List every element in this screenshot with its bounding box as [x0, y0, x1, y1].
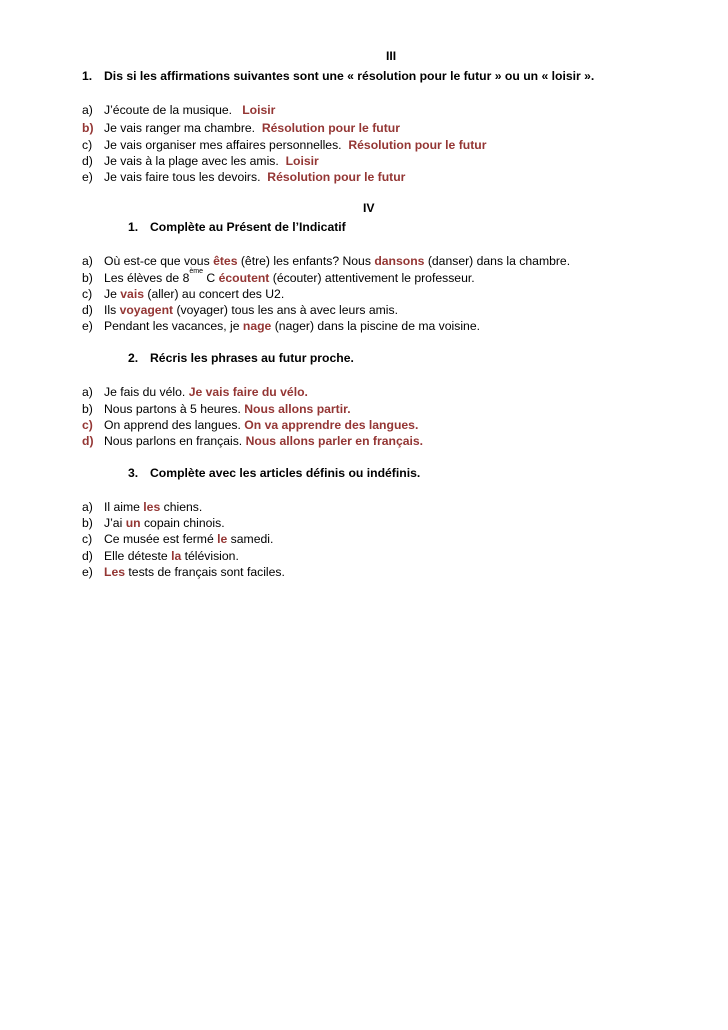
item-label: d) [82, 303, 93, 317]
question-1 [82, 68, 594, 84]
item-answer: les [143, 500, 161, 514]
list-item [82, 499, 202, 515]
item-text: Où est-ce que vous [104, 254, 214, 268]
list-item [82, 102, 275, 118]
item-text: Nous parlons en français. [104, 434, 243, 448]
item-text: Nous partons à 5 heures. [104, 402, 241, 416]
item-answer: On va apprendre des langues. [244, 418, 419, 432]
exercise-title-text: Complète avec les articles définis ou indéfinis. [150, 466, 421, 480]
item-answer: Résolution pour le futur [348, 138, 487, 152]
item-label: b) [82, 516, 93, 530]
item-text: Elle déteste [104, 549, 172, 563]
item-text: Ils [104, 303, 120, 317]
item-text: Je fais du vélo. [104, 385, 186, 399]
item-label: b) [82, 271, 93, 285]
list-item [82, 270, 475, 286]
item-label: d) [82, 154, 93, 168]
item-answer: Résolution pour le futur [267, 170, 406, 184]
item-text: On apprend des langues. [104, 418, 241, 432]
item-label: d) [82, 434, 94, 448]
exercise-number: 2. [128, 351, 139, 365]
item-answer: Les [104, 565, 126, 579]
item-text: Je vais à la plage avec les amis. [104, 154, 279, 168]
exercise-title-text: Complète au Présent de l’Indicatif [150, 220, 346, 234]
item-text: Pendant les vacances, je [104, 319, 243, 333]
item-text: (aller) au concert des U2. [144, 287, 285, 301]
item-answer: le [217, 532, 228, 546]
item-text: C [203, 271, 219, 285]
list-item [82, 302, 398, 318]
question-number: 1. [82, 69, 93, 83]
item-label: a) [82, 500, 93, 514]
item-text: J’écoute de la musique. [104, 103, 233, 117]
superscript: ème [189, 268, 203, 275]
section-heading-iv: IV [363, 201, 375, 215]
exercise-number: 1. [128, 220, 139, 234]
item-text: Je [104, 287, 121, 301]
item-answer: dansons [374, 254, 425, 268]
item-answer: Loisir [285, 154, 319, 168]
item-answer: êtes [213, 254, 238, 268]
question-text: Dis si les affirmations suivantes sont une « résolution pour le futur » ou un « loisir ». [104, 69, 595, 83]
item-text: (nager) dans la piscine de ma voisine. [271, 319, 480, 333]
item-text: (être) les enfants? Nous [237, 254, 375, 268]
item-answer: voyagent [119, 303, 174, 317]
list-item [82, 401, 351, 417]
item-label: a) [82, 103, 93, 117]
item-text: Je vais faire tous les devoirs. [104, 170, 261, 184]
list-item [82, 318, 480, 334]
item-answer: un [125, 516, 141, 530]
item-label: c) [82, 418, 93, 432]
item-answer: Nous allons parler en français. [245, 434, 424, 448]
item-text: Ce musée est fermé [104, 532, 218, 546]
item-label: c) [82, 287, 93, 301]
item-answer: Loisir [242, 103, 276, 117]
item-answer: Je vais faire du vélo. [188, 385, 308, 399]
list-item [82, 253, 570, 269]
item-answer: vais [120, 287, 144, 301]
item-label: d) [82, 549, 93, 563]
item-text: (écouter) attentivement le professeur. [269, 271, 475, 285]
item-answer: nage [242, 319, 272, 333]
list-item [82, 286, 284, 302]
list-item [82, 137, 486, 153]
list-item [82, 120, 400, 136]
item-text: Il aime [104, 500, 144, 514]
list-item [82, 564, 285, 580]
item-label: a) [82, 254, 93, 268]
item-text: Je vais ranger ma chambre. [104, 121, 256, 135]
item-label: a) [82, 385, 93, 399]
item-label: c) [82, 138, 93, 152]
exercise-number: 3. [128, 466, 139, 480]
item-text: Je vais organiser mes affaires personnelles. [104, 138, 342, 152]
item-text: (voyager) tous les ans à avec leurs amis. [173, 303, 398, 317]
exercise-title-text: Récris les phrases au futur proche. [150, 351, 354, 365]
item-text: (danser) dans la chambre. [424, 254, 571, 268]
list-item [82, 433, 423, 449]
item-text: copain chinois. [140, 516, 225, 530]
item-text: chiens. [160, 500, 203, 514]
item-answer: la [171, 549, 182, 563]
section-heading-iii: III [386, 49, 397, 63]
exercise-title [128, 219, 346, 235]
list-item [82, 417, 418, 433]
item-label: c) [82, 532, 93, 546]
item-answer: écoutent [218, 271, 270, 285]
list-item [82, 515, 225, 531]
item-label: b) [82, 402, 93, 416]
item-answer: Résolution pour le futur [261, 121, 400, 135]
item-label: e) [82, 170, 93, 184]
item-label: b) [82, 121, 94, 135]
item-text: J’ai [104, 516, 126, 530]
list-item [82, 153, 319, 169]
exercise-title [128, 465, 420, 481]
item-answer: Nous allons partir. [244, 402, 351, 416]
item-text: télévision. [181, 549, 239, 563]
item-text: samedi. [227, 532, 274, 546]
list-item [82, 169, 405, 185]
list-item [82, 548, 239, 564]
item-text: Les élèves de 8 [104, 271, 190, 285]
list-item [82, 531, 273, 547]
exercise-title [128, 350, 354, 366]
item-label: e) [82, 565, 93, 579]
item-label: e) [82, 319, 93, 333]
list-item [82, 384, 308, 400]
item-text: tests de français sont faciles. [125, 565, 285, 579]
